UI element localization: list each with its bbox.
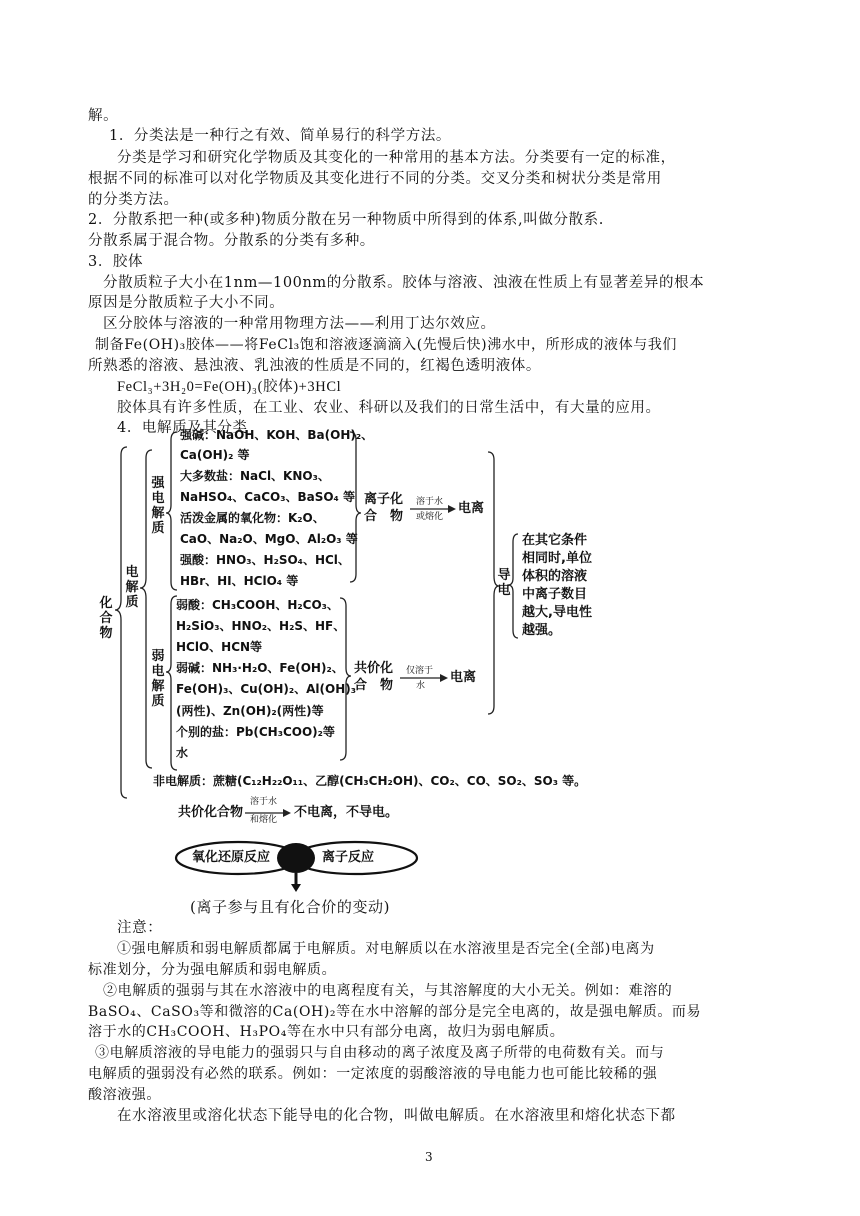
strong-item: NaHSO₄、CaCO₃、BaSO₄ 等 xyxy=(180,490,355,504)
weak-item: (两性)、Zn(OH)₂(两性)等 xyxy=(176,704,324,718)
section-heading: 3．胶体 xyxy=(88,254,144,270)
venn-ionic-label: 离子反应 xyxy=(322,850,375,865)
conduction-note: 越强。 xyxy=(522,623,562,638)
covalent-condition: 仅溶于 xyxy=(406,666,434,676)
nonelec-condition: 和熔化 xyxy=(250,815,278,825)
weak-item: 弱碱：NH₃·H₂O、Fe(OH)₂、 xyxy=(176,661,344,675)
non-electrolyte-line: 非电解质：蔗糖(C₁₂H₂₂O₁₁、乙醇(CH₃CH₂OH)、CO₂、CO、SO₂、SO₃ 等。 xyxy=(153,774,587,788)
weak-item: Fe(OH)₃、Cu(OH)₂、Al(OH)₃ xyxy=(176,682,357,696)
nonelec-result: 不电离，不导电。 xyxy=(294,805,399,820)
text-line: 分类是学习和研究化学物质及其变化的一种常用的基本方法。分类要有一定的标准， xyxy=(117,150,676,166)
text-line: 在水溶液里或溶化状态下能导电的化合物，叫做电解质。在水溶液里和熔化状态下都 xyxy=(117,1108,676,1124)
conduction-label: 导电 xyxy=(497,568,511,598)
text-line: 所熟悉的溶液、悬浊液、乳浊液的性质是不同的，红褐色透明液体。 xyxy=(88,358,541,374)
equation: FeCl₃+3H₂0=Fe(OH)₃(胶体)+3HCl xyxy=(117,379,342,395)
covalent-condition: 水 xyxy=(416,681,426,691)
note-line: 电解质的强弱没有必然的联系。例如：一定浓度的弱酸溶液的导电能力也可能比较稀的强 xyxy=(88,1066,658,1082)
compound-label: 化合物 xyxy=(99,596,113,641)
section-heading: 4．电解质及其分类 xyxy=(117,420,248,436)
note-line: BaSO₄、CaSO₃等和微溶的Ca(OH)₂等在水中溶解的部分是完全电离的，故是强电解质。而易 xyxy=(88,1004,702,1020)
note-line: 酸溶液强。 xyxy=(88,1087,161,1103)
electrolyte-label: 电解质 xyxy=(125,565,139,610)
nonelec-condition: 溶于水 xyxy=(250,797,278,807)
covalent-compound-label: 共价化 xyxy=(354,661,394,676)
page-number: 3 xyxy=(425,1150,433,1164)
strong-item: Ca(OH)₂ 等 xyxy=(180,448,250,462)
ionic-compound-label: 离子化 xyxy=(364,492,404,507)
note-line: ③电解质溶液的导电能力的强弱只与自由移动的离子浓度及离子所带的电荷数有关。而与 xyxy=(95,1045,665,1061)
weak-item: HClO、HCN等 xyxy=(176,640,263,654)
text-line: 原因是分散质粒子大小不同。 xyxy=(88,295,285,311)
text-line: 制备Fe(OH)₃胶体——将FeCl₃饱和溶液逐滴滴入(先慢后快)沸水中，所形成的液体与我们 xyxy=(95,337,678,353)
weak-item: H₂SiO₃、HNO₂、H₂S、HF、 xyxy=(176,619,346,633)
venn-caption: (离子参与且有化合价的变动) xyxy=(190,898,391,916)
strong-item: 大多数盐：NaCl、KNO₃、 xyxy=(180,469,330,483)
weak-item: 个别的盐：Pb(CH₃COO)₂等 xyxy=(176,725,335,739)
conduction-note: 在其它条件 xyxy=(522,533,588,548)
ionize-label: 电离 xyxy=(450,670,477,685)
ionize-label: 电离 xyxy=(458,501,485,516)
conduction-note: 越大,导电性 xyxy=(522,605,592,620)
text-line: 解。 xyxy=(88,108,119,124)
strong-item: HBr、HI、HClO₄ 等 xyxy=(180,574,299,588)
conduction-note: 中离子数目 xyxy=(522,587,588,602)
text-line: 分散质粒子大小在1nm—100nm的分散系。胶体与溶液、浊液在性质上有显著差异的根本 xyxy=(103,275,705,291)
note-heading: 注意： xyxy=(117,920,163,936)
weak-item: 水 xyxy=(176,746,189,760)
text-line: 的分类方法。 xyxy=(88,192,179,208)
conduction-note: 相同时,单位 xyxy=(522,551,592,566)
strong-item: 强酸：HNO₃、H₂SO₄、HCl、 xyxy=(180,553,350,567)
covalent-compound-label: 合 物 xyxy=(354,678,394,693)
note-line: ②电解质的强弱与其在水溶液中的电离程度有关，与其溶解度的大小无关。例如：难溶的 xyxy=(103,983,673,999)
note-line: 标准划分，分为强电解质和弱电解质。 xyxy=(88,962,337,978)
ionic-compound-label: 合 物 xyxy=(364,509,404,524)
ionic-condition: 溶于水 xyxy=(416,497,444,507)
weak-electrolyte-label: 弱电解质 xyxy=(151,649,165,709)
ionic-condition: 或熔化 xyxy=(416,512,444,522)
text-line: 分散系属于混合物。分散系的分类有多种。 xyxy=(88,233,375,249)
section-heading: 1．分类法是一种行之有效、简单易行的科学方法。 xyxy=(109,128,452,144)
venn-redox-label: 氧化还原反应 xyxy=(192,850,271,865)
note-line: 溶于水的CH₃COOH、H₃PO₄等在水中只有部分电离，故归为弱电解质。 xyxy=(88,1024,565,1040)
strong-item: CaO、Na₂O、MgO、Al₂O₃ 等 xyxy=(180,532,358,546)
note-line: ①强电解质和弱电解质都属于电解质。对电解质以在水溶液里是否完全(全部)电离为 xyxy=(117,941,655,957)
text-line: 区分胶体与溶液的一种常用物理方法——利用丁达尔效应。 xyxy=(103,316,496,332)
text-line: 胶体具有许多性质，在工业、农业、科研以及我们的日常生活中，有大量的应用。 xyxy=(117,400,661,416)
weak-item: 弱酸：CH₃COOH、H₂CO₃、 xyxy=(176,598,339,612)
section-heading: 2．分散系把一种(或多种)物质分散在另一种物质中所得到的体系,叫做分散系. xyxy=(88,212,604,228)
text-line: 根据不同的标准可以对化学物质及其变化进行不同的分类。交叉分类和树状分类是常用 xyxy=(88,171,662,187)
conduction-note: 体积的溶液 xyxy=(522,569,588,584)
strong-electrolyte-label: 强电解质 xyxy=(151,476,165,536)
strong-item: 活泼金属的氧化物：K₂O、 xyxy=(180,511,325,525)
nonelec-compound: 共价化合物 xyxy=(178,805,244,820)
strong-item: 强碱：NaOH、KOH、Ba(OH)₂、 xyxy=(180,428,374,442)
